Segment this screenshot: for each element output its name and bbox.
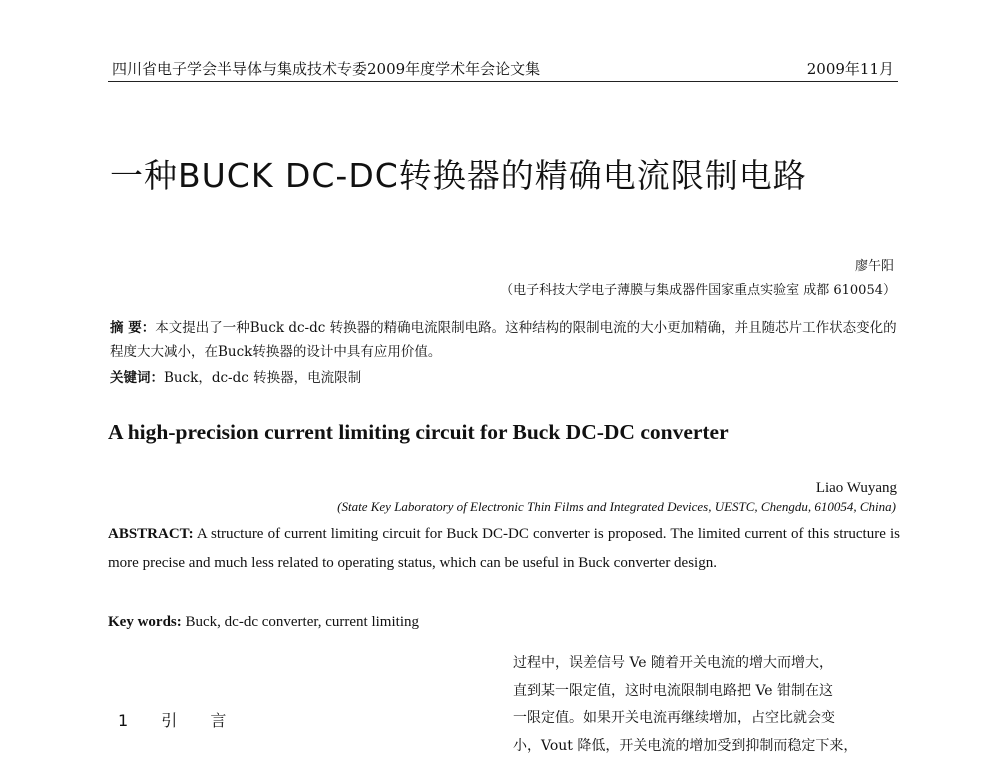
keywords-english-label: Key words: [108, 614, 182, 630]
keywords-chinese-text: Buck，dc-dc 转换器，电流限制 [164, 370, 361, 386]
author-english: Liao Wuyang [816, 480, 897, 497]
body-line: 直到某一限定值，这时电流限制电路把 Ve 钳制在这 [513, 678, 903, 706]
abstract-english-label: ABSTRACT: [108, 526, 194, 542]
body-text-right-column [513, 650, 903, 760]
header-divider [108, 81, 898, 82]
abstract-chinese-label: 摘 要： [110, 320, 155, 336]
abstract-english-text: A structure of current limiting circuit for Buck DC-DC converter is proposed. The limited current of this structure is more precise and much less related to operating status, which can be useful in Buck converter design. [108, 526, 900, 571]
keywords-chinese-label: 关键词： [110, 370, 164, 386]
paper-title-english: A high-precision current limiting circuit for Buck DC-DC converter [108, 420, 729, 445]
abstract-chinese-text: 本文提出了一种Buck dc-dc 转换器的精确电流限制电路。这种结构的限制电流的大小更加精确，并且随芯片工作状态变化的程度大大减小，在Buck转换器的设计中具有应用价值。 [110, 320, 897, 360]
affiliation-chinese: （电子科技大学电子薄膜与集成器件国家重点实验室 成都 610054） [500, 279, 896, 298]
abstract-chinese [110, 316, 900, 364]
author-chinese: 廖午阳 [855, 255, 894, 274]
body-line: 过程中，误差信号 Ve 随着开关电流的增大而增大， [513, 650, 903, 678]
running-header-date: 2009年11月 [807, 58, 894, 79]
keywords-english [108, 614, 419, 631]
running-header-journal: 四川省电子学会半导体与集成技术专委2009年度学术年会论文集 [112, 58, 540, 79]
body-line: 一限定值。如果开关电流再继续增加，占空比就会变 [513, 705, 903, 733]
abstract-english [108, 520, 900, 577]
keywords-english-text: Buck, dc-dc converter, current limiting [186, 614, 419, 630]
body-line: 小，Vout 降低，开关电流的增加受到抑制而稳定下来， [513, 733, 903, 760]
affiliation-english: (State Key Laboratory of Electronic Thin Films and Integrated Devices, UESTC, Chengdu, 610054, China) [337, 499, 896, 515]
section-heading-introduction: 1 引 言 [118, 708, 240, 731]
paper-title-chinese: 一种BUCK DC-DC转换器的精确电流限制电路 [110, 150, 807, 197]
keywords-chinese [110, 366, 361, 386]
